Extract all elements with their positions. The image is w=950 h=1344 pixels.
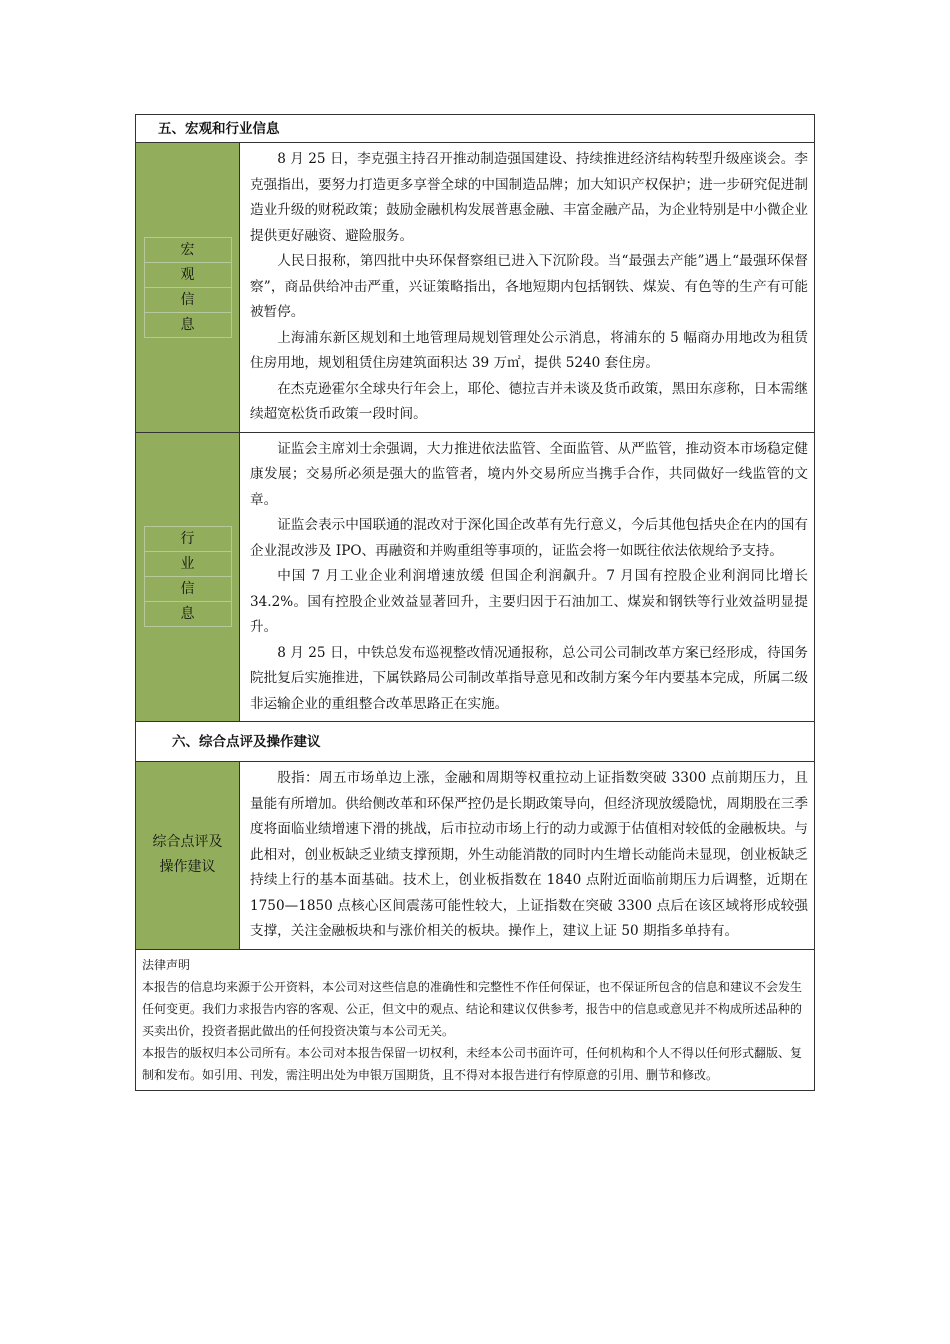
macro-paragraph: 上海浦东新区规划和土地管理局规划管理处公示消息，将浦东的 5 幅商办用地改为租赁住房用地，规划租赁住房建筑面积达 39 万㎡，提供 5240 套住房。 [250,329,808,371]
label-char: 观 [145,263,231,288]
industry-paragraph: 证监会主席刘士余强调，大力推进依法监管、全面监管、从严监管，推动资本市场稳定健康发展；交易所必须是强大的监管者，境内外交易所应当携手合作，共同做好一线监管的文章。 [250,440,808,508]
label-char: 行 [145,527,231,552]
label-char: 业 [145,552,231,577]
label-char: 息 [145,313,231,338]
label-char: 宏 [145,238,231,263]
commentary-row [136,762,814,950]
commentary-paragraph: 股指：周五市场单边上涨，金融和周期等权重拉动上证指数突破 3300 点前期压力，且量能有所增加。供给侧改革和环保严控仍是长期政策导向，但经济现放缓隐忧，周期股在三季度将面临业绩增速下滑的挑战，后市拉动市场上行的动力或源于估值相对较低的金融板块。与此相对，创业板缺乏业绩支撑预期，外生动能消散的同时内生增长动能尚未显现，创业板缺乏持续上行的基本面基础。技术上，创业板指数在 1840 点附近面临前期压力后调整，近期在 1750—1850 点核心区间震荡可能性较大，上证指数在突破 3300 点后在该区域将形成较强支撑，关注金融板块和与涨价相关的板块。操作上，建议上证 50 期指多单持有。 [250,770,808,939]
macro-info-content [240,143,814,432]
legal-statement [136,950,814,1090]
legal-paragraph: 本报告的信息均来源于公开资料，本公司对这些信息的准确性和完整性不作任何保证，也不保证所包含的信息和建议不会发生任何变更。我们力求报告内容的客观、公正，但文中的观点、结论和建议仅供参考，报告中的信息或意见并不构成所述品种的买卖出价，投资者据此做出的任何投资决策与本公司无关。 [142,979,803,1038]
industry-info-label [136,433,240,722]
commentary-label-line: 操作建议 [159,859,216,876]
label-char: 信 [145,288,231,313]
macro-paragraph: 在杰克逊霍尔全球央行年会上，耶伦、德拉吉并未谈及货币政策，黑田东彦称，日本需继续超宽松货币政策一段时间。 [250,380,808,422]
macro-info-label [136,143,240,432]
commentary-content [240,762,814,949]
macro-paragraph: 8 月 25 日，李克强主持召开推动制造强国建设、持续推进经济结构转型升级座谈会。李克强指出，要努力打造更多享誉全球的中国制造品牌；加大知识产权保护；进一步研究促进制造业升级的财税政策；鼓励金融机构发展普惠金融、丰富金融产品，为企业特别是中小微企业提供更好融资、避险服务。 [250,151,808,244]
industry-info-row [136,433,814,723]
industry-paragraph: 证监会表示中国联通的混改对于深化国企改革有先行意义，今后其他包括央企在内的国有企业混改涉及 IPO、再融资和并购重组等事项的，证监会将一如既往依法依规给予支持。 [250,517,808,559]
legal-title: 法律声明 [142,957,191,972]
label-char: 信 [145,577,231,602]
commentary-label [136,762,240,949]
industry-info-content [240,433,814,722]
macro-paragraph: 人民日报称，第四批中央环保督察组已进入下沉阶段。当“最强去产能”遇上“最强环保督察”，商品供给冲击严重，兴证策略指出，各地短期内包括钢铁、煤炭、有色等的生产有可能被暂停。 [250,253,808,320]
section-6-title: 六、综合点评及操作建议 [136,722,814,762]
legal-paragraph: 本报告的版权归本公司所有。本公司对本报告保留一切权利，未经本公司书面许可，任何机构和个人不得以任何形式翻版、复制和发布。如引用、刊发，需注明出处为申银万国期货，且不得对本报告进行有悖原意的引用、删节和修改。 [142,1045,803,1082]
label-char: 息 [145,602,231,627]
macro-info-row [136,143,814,433]
section-5-title: 五、宏观和行业信息 [136,115,814,143]
commentary-label-line: 综合点评及 [152,834,223,851]
report-table [135,114,815,1091]
industry-paragraph: 8 月 25 日，中铁总发布巡视整改情况通报称，总公司公司制改革方案已经形成，待国务院批复后实施推进，下属铁路局公司制改革指导意见和改制方案今年内要基本完成，所属二级非运输企业的重组整合改革思路正在实施。 [250,644,808,712]
industry-paragraph: 中国 7 月工业企业利润增速放缓 但国企利润飙升。7 月国有控股企业利润同比增长 34.2%。国有控股企业效益显著回升，主要归因于石油加工、煤炭和钢铁等行业效益明显提升。 [250,568,808,635]
